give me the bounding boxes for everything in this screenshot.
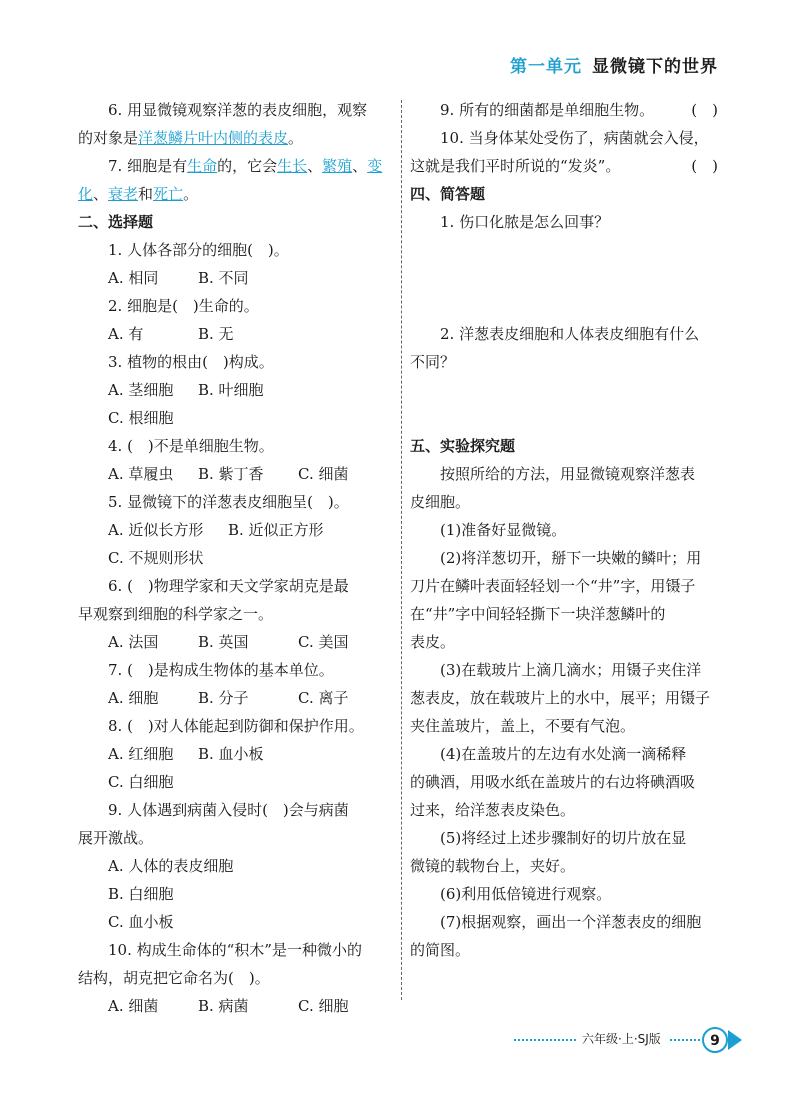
footer-dots xyxy=(514,1039,576,1041)
exp-step: (6)利用低倍镜进行观察。 xyxy=(440,885,612,903)
answer-fill: 洋葱鳞片叶内侧的表皮 xyxy=(138,129,289,147)
unit-title: 显微镜下的世界 xyxy=(592,57,718,77)
fill-q7-line1 xyxy=(78,152,394,180)
choice-question: 2. 细胞是( )生命的。 xyxy=(108,297,259,315)
text: 和 xyxy=(138,185,154,203)
choice-question-cont: 结构，胡克把它命名为( )。 xyxy=(78,969,270,987)
choice-options xyxy=(78,740,394,768)
exp-step-cont: 的碘酒，用吸水纸在盖玻片的右边将碘酒吸 xyxy=(410,773,696,791)
column-divider xyxy=(401,100,402,1000)
answer-fill: 变 xyxy=(367,157,383,175)
option: C. 细胞 xyxy=(298,997,349,1015)
left-column xyxy=(78,96,394,1020)
choice-question: 6. ( )物理学家和天文学家胡克是最 xyxy=(108,577,349,595)
answer-paren: ( ) xyxy=(691,157,718,175)
choice-question: 4. ( )不是单细胞生物。 xyxy=(108,437,274,455)
exp-step-cont: 葱表皮，放在载玻片上的水中，展平；用镊子 xyxy=(410,689,711,707)
choice-options xyxy=(78,992,394,1020)
choice-question: 7. ( )是构成生物体的基本单位。 xyxy=(108,661,334,679)
option: C. 美国 xyxy=(298,633,349,651)
right-column xyxy=(410,96,726,964)
text: 9. 所有的细菌都是单细胞生物。 xyxy=(440,101,655,119)
exp-step-cont: 的简图。 xyxy=(410,941,471,959)
choice-options xyxy=(78,684,394,712)
page-header xyxy=(510,52,718,77)
fill-q7-line2 xyxy=(78,180,394,208)
option: B. 叶细胞 xyxy=(198,381,264,399)
choice-question: 3. 植物的根由( )构成。 xyxy=(108,353,274,371)
text: 的对象是 xyxy=(78,129,139,147)
option: C. 细菌 xyxy=(298,465,349,483)
exp-step: (5)将经过上述步骤制好的切片放在显 xyxy=(440,829,687,847)
answer-fill: 生命 xyxy=(187,157,218,175)
answer-fill: 生长 xyxy=(277,157,308,175)
option: B. 近似正方形 xyxy=(228,521,324,539)
fill-q6-line2 xyxy=(78,124,394,152)
option: B. 病菌 xyxy=(198,997,249,1015)
option: A. 草履虫 xyxy=(108,465,174,483)
footer-dots xyxy=(670,1039,700,1041)
choice-question: 10. 构成生命体的“积木”是一种微小的 xyxy=(108,941,362,959)
option: A. 相同 xyxy=(108,269,159,287)
exp-step-cont: 微镜的载物台上，夹好。 xyxy=(410,857,576,875)
text: 、 xyxy=(352,157,368,175)
answer-fill: 衰老 xyxy=(108,185,139,203)
exp-step: (4)在盖玻片的左边有水处滴一滴稀释 xyxy=(440,745,687,763)
choice-question: 1. 人体各部分的细胞( )。 xyxy=(108,241,289,259)
judge-q9 xyxy=(410,96,726,124)
text: 。 xyxy=(183,185,199,203)
answer-paren: ( ) xyxy=(691,101,718,119)
option: A. 近似长方形 xyxy=(108,521,204,539)
exp-step: (1)准备好显微镜。 xyxy=(440,521,567,539)
answer-space xyxy=(410,236,726,320)
text: 、 xyxy=(307,157,323,175)
option: B. 不同 xyxy=(198,269,249,287)
arrow-icon xyxy=(728,1030,742,1050)
choice-options xyxy=(78,628,394,656)
option: B. 紫丁香 xyxy=(198,465,264,483)
choice-question: 9. 人体遇到病菌入侵时( )会与病菌 xyxy=(108,801,349,819)
option: A. 有 xyxy=(108,325,144,343)
page-number: 9 xyxy=(702,1027,728,1053)
text: 、 xyxy=(93,185,109,203)
option: C. 血小板 xyxy=(108,913,174,931)
option: A. 细菌 xyxy=(108,997,159,1015)
choice-options xyxy=(78,264,394,292)
exp-text: 皮细胞。 xyxy=(410,493,471,511)
unit-label: 第一单元 xyxy=(510,57,582,77)
text: 。 xyxy=(288,129,304,147)
option: B. 血小板 xyxy=(198,745,264,763)
option: B. 白细胞 xyxy=(108,885,174,903)
option: C. 离子 xyxy=(298,689,349,707)
text: 的，它会 xyxy=(217,157,278,175)
option: A. 法国 xyxy=(108,633,159,651)
grade-label: 六年级·上·SJ版 xyxy=(582,1032,661,1046)
exp-step-cont: 在“井”字中间轻轻撕下一块洋葱鳞叶的 xyxy=(410,605,666,623)
short-q2-line1: 2. 洋葱表皮细胞和人体表皮细胞有什么 xyxy=(440,325,700,343)
option: C. 白细胞 xyxy=(108,773,174,791)
answer-space xyxy=(410,376,726,432)
exp-step-cont: 刀片在鳞叶表面轻轻划一个“井”字，用镊子 xyxy=(410,577,696,595)
fill-q6-line1: 6. 用显微镜观察洋葱的表皮细胞，观察 xyxy=(108,101,368,119)
text: 7. 细胞是有 xyxy=(108,157,188,175)
option: C. 根细胞 xyxy=(108,409,174,427)
short-q1: 1. 伤口化脓是怎么回事？ xyxy=(440,213,610,231)
exp-step: (3)在载玻片上滴几滴水；用镊子夹住洋 xyxy=(440,661,702,679)
page-footer xyxy=(514,1027,750,1053)
exp-step-cont: 过来，给洋葱表皮染色。 xyxy=(410,801,576,819)
option: B. 分子 xyxy=(198,689,249,707)
judge-q10-line1: 10. 当身体某处受伤了，病菌就会入侵， xyxy=(440,129,709,147)
option: A. 人体的表皮细胞 xyxy=(108,857,234,875)
exp-step: (2)将洋葱切开，掰下一块嫩的鳞叶；用 xyxy=(440,549,702,567)
choice-question-cont: 早观察到细胞的科学家之一。 xyxy=(78,605,274,623)
option: A. 细胞 xyxy=(108,689,159,707)
choice-question: 8. ( )对人体能起到防御和保护作用。 xyxy=(108,717,364,735)
exp-step-cont: 夹住盖玻片，盖上，不要有气泡。 xyxy=(410,717,636,735)
option: B. 无 xyxy=(198,325,234,343)
choice-options xyxy=(78,320,394,348)
option: B. 英国 xyxy=(198,633,249,651)
answer-fill: 死亡 xyxy=(153,185,184,203)
answer-fill: 繁殖 xyxy=(322,157,353,175)
option: C. 不规则形状 xyxy=(108,549,204,567)
choice-question: 5. 显微镜下的洋葱表皮细胞呈( )。 xyxy=(108,493,349,511)
short-q2-line2: 不同？ xyxy=(410,353,456,371)
judge-q10-line2 xyxy=(410,152,726,180)
exp-text: 按照所给的方法，用显微镜观察洋葱表 xyxy=(440,465,696,483)
choice-question-cont: 展开激战。 xyxy=(78,829,154,847)
answer-fill: 化 xyxy=(78,185,94,203)
choice-options xyxy=(78,516,394,544)
option: A. 茎细胞 xyxy=(108,381,174,399)
choice-options xyxy=(78,376,394,404)
exp-step: (7)根据观察，画出一个洋葱表皮的细胞 xyxy=(440,913,702,931)
text: 这就是我们平时所说的“发炎”。 xyxy=(410,157,621,175)
exp-step-cont: 表皮。 xyxy=(410,633,456,651)
option: A. 红细胞 xyxy=(108,745,174,763)
choice-options xyxy=(78,460,394,488)
section-heading: 四、简答题 xyxy=(410,185,486,203)
section-heading: 二、选择题 xyxy=(78,213,154,231)
section-heading: 五、实验探究题 xyxy=(410,437,516,455)
